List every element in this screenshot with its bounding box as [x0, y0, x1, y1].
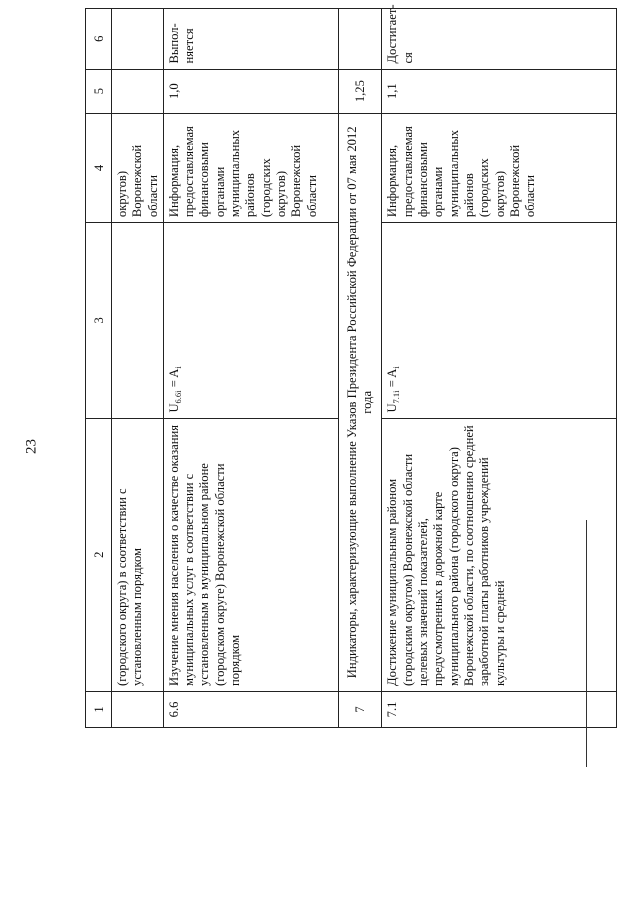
footnote-rule	[586, 520, 587, 767]
section-title: Индикаторы, характеризующие выполнение Указов Президента Российской Федерации от 07 мая 2012 года	[338, 113, 382, 691]
formula-subscript-2: i	[391, 366, 402, 369]
row-source: округов) Воронежской области	[112, 113, 164, 222]
row-id	[112, 691, 164, 727]
row-source: Информация, предоставляемая финансовыми органами муниципальных районов (городских округов) Воронежской области	[382, 113, 617, 222]
row-weight: 1,0	[163, 69, 338, 113]
row-status	[112, 9, 164, 70]
table-row	[382, 9, 617, 728]
column-header: 6	[86, 9, 112, 70]
page-number: 23	[23, 439, 40, 454]
row-id: 7	[338, 691, 382, 727]
table-row	[112, 9, 164, 728]
row-source: Информация, предоставляемая финансовыми органами муниципальных районов (городских округов) Воронежской области	[163, 113, 338, 222]
indicator-table	[85, 4, 617, 728]
column-header: 5	[86, 69, 112, 113]
formula-symbol: U	[166, 403, 181, 413]
row-id: 7.1	[382, 691, 617, 727]
column-header: 2	[86, 418, 112, 691]
row-name: Изучение мнения населения о качестве оказания муниципальных услуг в соответствии с установленным в муниципальном районе (городском округе) Воронежской области порядком	[163, 418, 338, 691]
row-formula	[112, 223, 164, 418]
column-header: 4	[86, 113, 112, 222]
row-name: Достижение муниципальным районом (городским округом) Воронежской области целевых значений показателей, предусмотренных в дорожной карте муниципального района (городского округа) Воронежской области, по соотношению средней заработной платы работников учреждений культуры и средней	[382, 418, 617, 691]
row-formula	[382, 223, 617, 418]
column-header: 3	[86, 223, 112, 418]
table-header-row	[86, 9, 112, 728]
formula-subscript-2: i	[172, 366, 183, 369]
row-status: Достигает-ся	[382, 9, 617, 70]
indicator-table-sheet	[85, 4, 613, 728]
row-name: (городского округа) в соответствии с установленным порядком	[112, 418, 164, 691]
row-formula	[163, 223, 338, 418]
formula-subscript: 6.6i	[172, 390, 183, 404]
row-weight	[112, 69, 164, 113]
formula-subscript: 7.1i	[391, 390, 402, 404]
section-row	[338, 9, 382, 728]
formula-equals: = A	[385, 368, 400, 391]
row-weight: 1,1	[382, 69, 617, 113]
table-row	[163, 9, 338, 728]
column-header: 1	[86, 691, 112, 727]
row-weight: 1,25	[338, 69, 382, 113]
formula-symbol: U	[385, 403, 400, 413]
row-status	[338, 9, 382, 70]
row-id: 6.6	[163, 691, 338, 727]
row-status: Выпол-няется	[163, 9, 338, 70]
formula-equals: = A	[166, 368, 181, 391]
